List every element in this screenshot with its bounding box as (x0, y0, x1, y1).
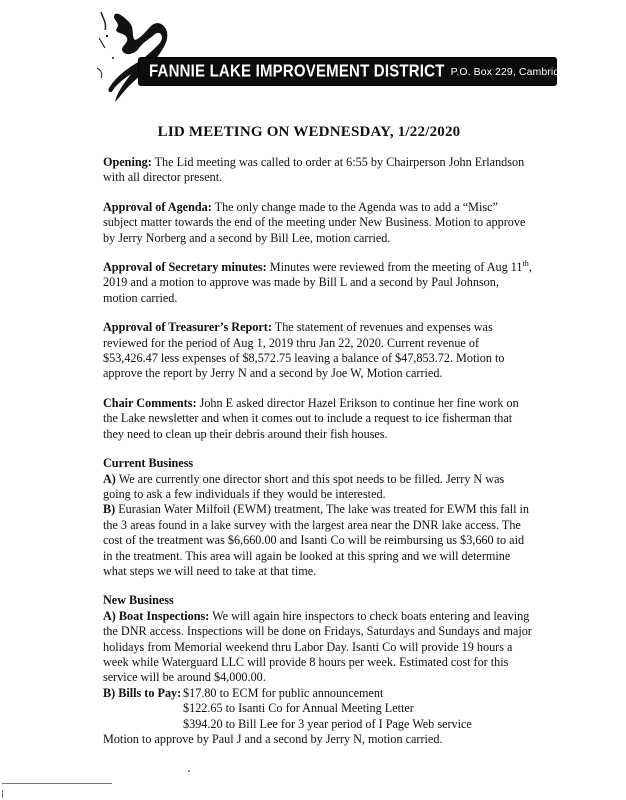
opening-text: The Lid meeting was called to order at 6:55 by Chairperson John Erlandson with all director present. (103, 155, 525, 185)
organization-address: P.O. Box 229, Cambridge, MN 55008 (450, 65, 626, 78)
current-business-item-b-text: Eurasian Water Milfoil (EWM) treatment, The lake was treated for EWM this fall in the 3 areas found in a lake survey with the largest area near the DNR lake access. The cost of the treatment was $6,660.00 and Isanti Co will be reimbursing us $3,660 to aid in the treatment. This area will again be looked at this spring and we will determine what steps we will need to take at that time. (103, 502, 530, 578)
bill-item: $122.65 to Isanti Co for Annual Meeting Letter (183, 701, 414, 716)
current-business-item-a-text: We are currently one director short and this spot needs to be filled. Jerry N was going to ask a few individuals if they would be interested. (103, 471, 505, 501)
new-business-heading: New Business (103, 593, 174, 608)
new-business-item-a-label: A) Boat Inspections: (103, 608, 210, 623)
bill-item: $394.20 to Bill Lee for 3 year period of I Page Web service (183, 716, 472, 731)
secretary-heading: Approval of Secretary minutes: (103, 260, 267, 275)
bill-item: $17.80 to ECM for public announcement (183, 685, 384, 700)
treasurer-section (103, 320, 533, 382)
current-business-item-b-label: B) (103, 502, 116, 517)
secretary-text-before: Minutes were reviewed from the meeting of Aug 11 (269, 260, 523, 275)
current-business-item-b (103, 502, 533, 579)
scan-artifact-mark (2, 790, 6, 798)
bills-row-1 (103, 686, 533, 701)
secretary-text-after: , 2019 and a motion to approve was made by Bill L and a second by Paul Johnson, motion carried. (103, 260, 532, 305)
organization-name: FANNIE LAKE IMPROVEMENT DISTRICT (149, 61, 445, 82)
secretary-text-sup: th (522, 258, 529, 268)
agenda-section (103, 200, 533, 246)
agenda-text: The only change made to the Agenda was to add a “Misc” subject matter towards the end of the meeting under New Business. Motion to approve by Jerry Norberg and a second by Bill Lee, motion carried. (103, 199, 526, 245)
current-business-heading: Current Business (103, 456, 194, 471)
current-business-item-a-label: A) (103, 471, 116, 486)
current-business-item-a (103, 472, 533, 503)
chair-section (103, 396, 533, 442)
scan-artifact-line (2, 783, 112, 784)
secretary-section (103, 260, 533, 306)
minutes-body (103, 155, 533, 747)
bills-label: B) Bills to Pay: (103, 685, 182, 700)
agenda-heading: Approval of Agenda: (103, 199, 212, 214)
new-business-item-a (103, 609, 533, 686)
opening-heading: Opening: (103, 155, 152, 169)
chair-text: John E asked director Hazel Erikson to continue her fine work on the Lake newsletter and when it comes out to include a request to ice fisherman that they need to clean up their debris around their fish houses. (103, 395, 519, 441)
document-title: LID MEETING ON WEDNESDAY, 1/22/2020 (157, 124, 461, 140)
treasurer-text: The statement of revenues and expenses was reviewed for the period of Aug 1, 2019 thru Jan 22, 2020. Current revenue of $53,426.47 less expenses of $8,572.75 leaving a balance of $47,853.72. Motion to approve the report by Jerry N and a second by Joe W, Motion carried. (103, 320, 505, 381)
treasurer-heading: Approval of Treasurer’s Report: (103, 320, 272, 335)
opening-section (103, 155, 533, 186)
chair-heading: Chair Comments: (103, 395, 197, 410)
letterhead (95, 8, 626, 108)
letterhead-banner (138, 57, 626, 86)
bills-motion: Motion to approve by Paul J and a second by Jerry N, motion carried. (103, 732, 443, 746)
scan-artifact-dot (188, 770, 190, 772)
new-business-item-a-text: We will again hire inspectors to check boats entering and leaving the DNR access. Inspections will be done on Fridays, Saturdays and Sundays and major holidays from Memorial weekend thru Labor Day. Isanti Co will provide 19 hours a week while Waterguard LLC will provide 8 hours per week. Estimated cost for this service will be around $4,000.00. (103, 608, 532, 685)
